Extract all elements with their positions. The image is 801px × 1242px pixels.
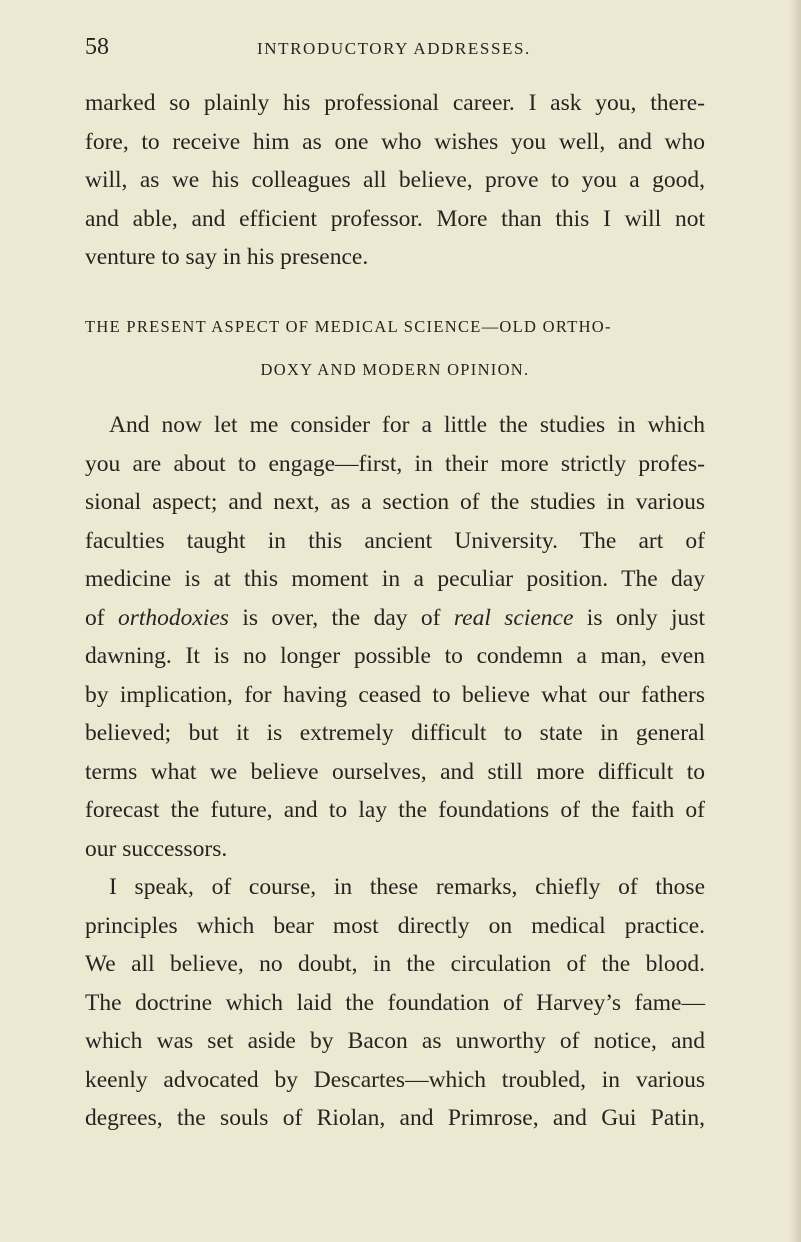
paragraph-2-line: by implication, for having ceased to believe what our fathers	[85, 681, 705, 708]
paragraph-2-line: sional aspect; and next, as a section of the studies in various	[85, 489, 705, 515]
section-heading-line-1: THE PRESENT ASPECT OF MEDICAL SCIENCE—OLD ORTHO-	[85, 317, 612, 336]
italic-real-science: real science	[453, 604, 574, 631]
paragraph-3-line: keenly advocated by Descartes—which troubled, in various	[85, 1066, 705, 1093]
running-title: INTRODUCTORY ADDRESSES.	[257, 39, 531, 58]
paragraph-2-line: our successors.	[85, 835, 228, 862]
paragraph-2-line: medicine is at this moment in a peculiar position. The day	[85, 566, 705, 592]
text-run: is over, the day of	[228, 604, 454, 631]
paragraph-2-line: And now let me consider for a little the studies in which	[109, 412, 705, 438]
paragraph-2-line: you are about to engage—first, in their more strictly profes-	[85, 450, 705, 477]
paragraph-1-line: will, as we his colleagues all believe, prove to you a good,	[85, 167, 705, 193]
paragraph-3-line: which was set aside by Bacon as unworthy of notice, and	[85, 1028, 705, 1054]
paragraph-2-line-with-italics	[85, 599, 705, 638]
paragraph-2-line: dawning. It is no longer possible to condemn a man, even	[85, 643, 705, 669]
paragraph-2-line: forecast the future, and to lay the foundations of the faith of	[85, 797, 705, 823]
paragraph-1-line: marked so plainly his professional career. I ask you, there-	[85, 90, 705, 116]
italic-orthodoxies: orthodoxies	[117, 604, 229, 631]
paragraph-1-line: fore, to receive him as one who wishes you well, and who	[85, 128, 705, 155]
text-run: is only just	[573, 604, 705, 631]
section-heading-line-2: DOXY AND MODERN OPINION.	[260, 360, 530, 379]
paragraph-1-line: venture to say in his presence.	[85, 244, 369, 270]
paragraph-1	[85, 84, 705, 277]
running-head	[85, 33, 715, 61]
paragraph-2-line: terms what we believe ourselves, and still more difficult to	[85, 758, 705, 785]
paragraph-3-line: The doctrine which laid the foundation of Harvey’s fame—	[85, 989, 705, 1016]
paragraph-1-line: and able, and efficient professor. More than this I will not	[85, 205, 705, 232]
paragraph-2-line: faculties taught in this ancient University. The art of	[85, 527, 705, 554]
paragraph-3-line: principles which bear most directly on medical practice.	[85, 912, 705, 939]
page-number: 58	[85, 34, 109, 60]
paragraph-3-line: We all believe, no doubt, in the circulation of the blood.	[85, 951, 705, 977]
text-run: of	[85, 604, 118, 631]
paragraph-2	[85, 406, 705, 1138]
paragraph-2-line: believed; but it is extremely difficult to state in general	[85, 720, 705, 746]
paragraph-3-line: I speak, of course, in these remarks, chiefly of those	[109, 874, 705, 900]
page-edge-shadow	[789, 0, 801, 1242]
paragraph-3-line: degrees, the souls of Riolan, and Primrose, and Gui Patin,	[85, 1105, 705, 1131]
